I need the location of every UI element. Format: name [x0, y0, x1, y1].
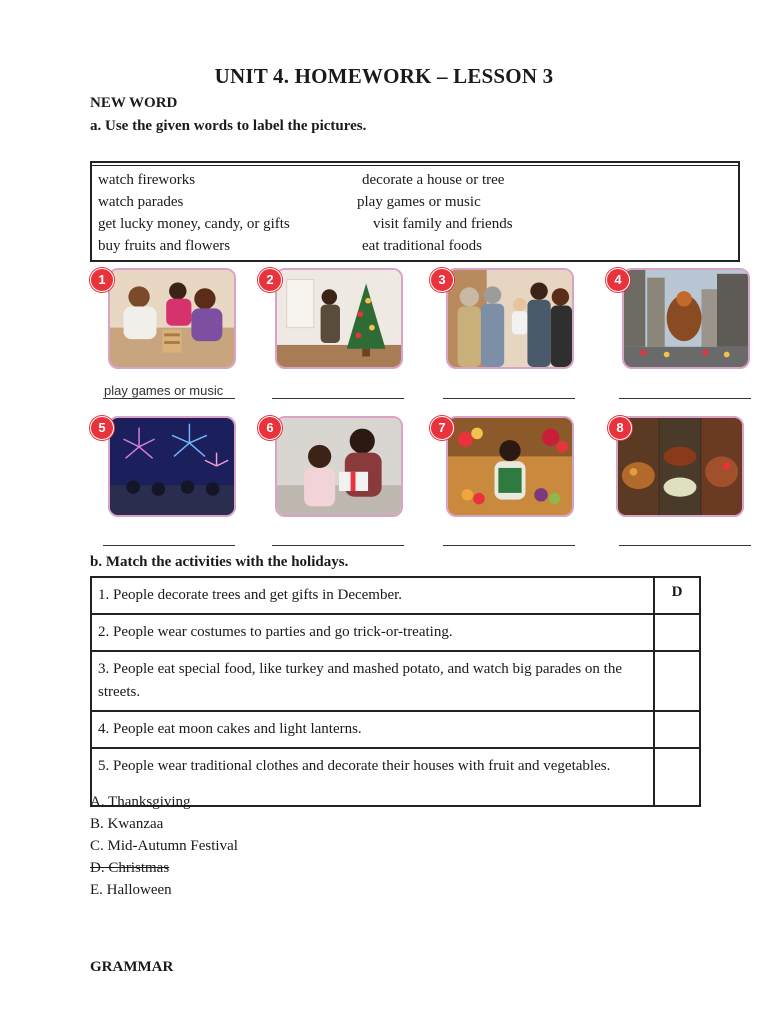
number-badge-5: 5 — [90, 416, 114, 440]
answer-line-5[interactable] — [103, 545, 235, 546]
table-row — [91, 614, 700, 651]
picture-7-fruits-flowers — [446, 416, 574, 517]
option-e: E. Halloween — [90, 882, 172, 898]
answer-line-3[interactable] — [443, 398, 575, 399]
table-row — [91, 711, 700, 748]
statement-4: 4. People eat moon cakes and light lanterns. — [91, 711, 654, 748]
word-buy-fruits: buy fruits and flowers — [98, 238, 231, 254]
word-visit-family: visit family and friends — [373, 216, 513, 232]
new-word-heading: NEW WORD — [90, 95, 178, 111]
instruction-a: a. Use the given words to label the pictures. — [90, 118, 367, 134]
statement-5: 5. People wear traditional clothes and decorate their houses with fruit and vegetables. — [91, 748, 654, 806]
word-watch-fireworks: watch fireworks — [98, 172, 196, 188]
instruction-b: b. Match the activities with the holidays. — [90, 554, 349, 570]
picture-2-decorate-tree — [275, 268, 403, 369]
page-title: UNIT 4. HOMEWORK – LESSON 3 — [214, 64, 554, 88]
option-d: D. Christmas — [90, 860, 170, 876]
picture-8-traditional-foods — [616, 416, 744, 517]
statement-1: 1. People decorate trees and get gifts in December. — [91, 577, 654, 614]
number-badge-6: 6 — [258, 416, 282, 440]
answer-line-4[interactable] — [619, 398, 751, 399]
word-play-games: play games or music — [357, 194, 481, 210]
number-badge-1: 1 — [90, 268, 114, 292]
picture-5-fireworks — [108, 416, 236, 517]
option-c: C. Mid-Autumn Festival — [90, 838, 238, 854]
word-watch-parades: watch parades — [98, 194, 184, 210]
holiday-options — [90, 791, 238, 901]
number-badge-2: 2 — [258, 268, 282, 292]
option-b: B. Kwanzaa — [90, 816, 164, 832]
answer-cell-1[interactable]: D — [654, 577, 700, 614]
answer-line-7[interactable] — [443, 545, 575, 546]
answer-cell-4[interactable] — [654, 711, 700, 748]
answer-1[interactable]: play games or music — [104, 383, 224, 398]
answer-line-6[interactable] — [272, 545, 404, 546]
word-get-lucky-money: get lucky money, candy, or gifts — [98, 216, 290, 232]
answer-cell-5[interactable] — [654, 748, 700, 806]
grammar-heading: GRAMMAR — [90, 959, 174, 975]
number-badge-4: 4 — [606, 268, 630, 292]
table-row — [91, 651, 700, 711]
number-badge-8: 8 — [608, 416, 632, 440]
word-decorate-house: decorate a house or tree — [362, 172, 505, 188]
number-badge-3: 3 — [430, 268, 454, 292]
statement-3: 3. People eat special food, like turkey and mashed potato, and watch big parades on the streets. — [91, 651, 654, 711]
picture-1-family-games — [108, 268, 236, 369]
word-bank — [90, 161, 740, 262]
match-table — [90, 576, 701, 807]
answer-cell-3[interactable] — [654, 651, 700, 711]
answer-line-8[interactable] — [619, 545, 751, 546]
number-badge-7: 7 — [430, 416, 454, 440]
table-row — [91, 577, 700, 614]
picture-4-parade — [622, 268, 750, 369]
picture-3-visit-family — [446, 268, 574, 369]
answer-cell-2[interactable] — [654, 614, 700, 651]
option-a: A. Thanksgiving — [90, 794, 191, 810]
answer-line-1 — [103, 398, 235, 399]
answer-line-2[interactable] — [272, 398, 404, 399]
picture-6-gifts — [275, 416, 403, 517]
statement-2: 2. People wear costumes to parties and go trick-or-treating. — [91, 614, 654, 651]
word-eat-foods: eat traditional foods — [362, 238, 482, 254]
